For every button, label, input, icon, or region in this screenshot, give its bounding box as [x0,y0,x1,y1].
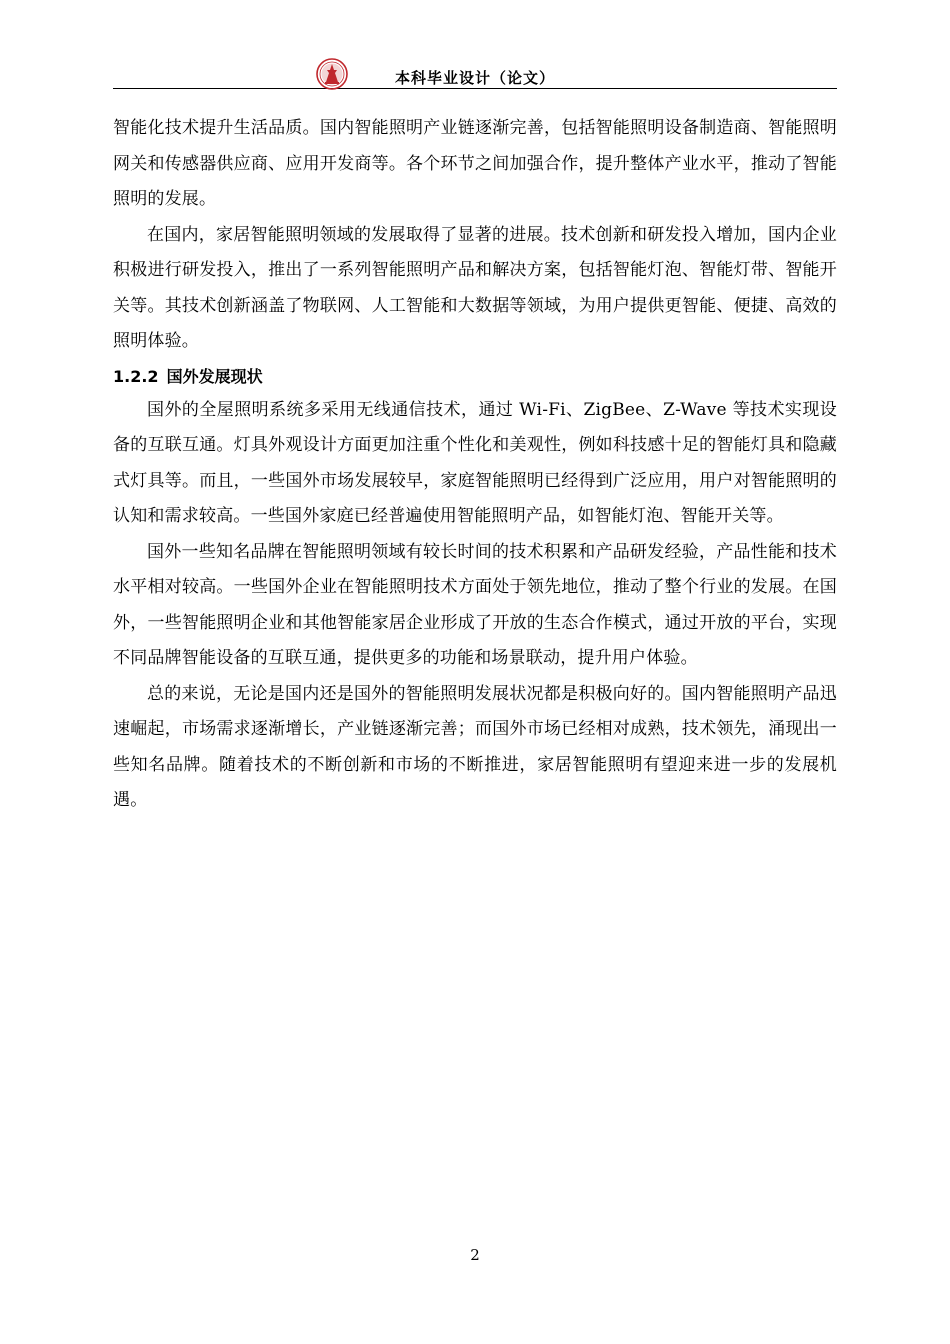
header-title: 本科毕业设计（论文） [394,69,555,87]
section-number: 1.2.2 [113,366,159,386]
document-body [113,111,837,819]
page-number: 2 [470,1246,480,1264]
section-heading [113,360,837,393]
section-title: 国外发展现状 [166,366,263,386]
paragraph: 在国内，家居智能照明领域的发展取得了显著的进展。技术创新和研发投入增加，国内企业积极进行研发投入，推出了一系列智能照明产品和解决方案，包括智能灯泡、智能灯带、智能开关等。其技术创新涵盖了物联网、人工智能和大数据等领域，为用户提供更智能、便捷、高效的照明体验。 [113,224,837,351]
paragraph: 智能化技术提升生活品质。国内智能照明产业链逐渐完善，包括智能照明设备制造商、智能照明网关和传感器供应商、应用开发商等。各个环节之间加强合作，提升整体产业水平，推动了智能照明的发展。 [113,118,837,209]
page-header [113,58,837,89]
paragraph: 总的来说，无论是国内还是国外的智能照明发展状况都是积极向好的。国内智能照明产品迅速崛起，市场需求逐渐增长，产业链逐渐完善；而国外市场已经相对成熟，技术领先，涌现出一些知名品牌。随着技术的不断创新和市场的不断推进，家居智能照明有望迎来进一步的发展机遇。 [113,683,837,810]
paragraph: 国外一些知名品牌在智能照明领域有较长时间的技术积累和产品研发经验，产品性能和技术水平相对较高。一些国外企业在智能照明技术方面处于领先地位，推动了整个行业的发展。在国外，一些智能照明企业和其他智能家居企业形成了开放的生态合作模式，通过开放的平台，实现不同品牌智能设备的互联互通，提供更多的功能和场景联动，提升用户体验。 [113,541,837,668]
paragraph: 国外的全屋照明系统多采用无线通信技术，通过 Wi-Fi、ZigBee、Z-Wave 等技术实现设备的互联互通。灯具外观设计方面更加注重个性化和美观性，例如科技感十足的智能灯具和隐藏式灯具等。而且，一些国外市场发展较早，家庭智能照明已经得到广泛应用，用户对智能照明的认知和需求较高。一些国外家庭已经普遍使用智能照明产品，如智能灯泡、智能开关等。 [113,399,837,526]
